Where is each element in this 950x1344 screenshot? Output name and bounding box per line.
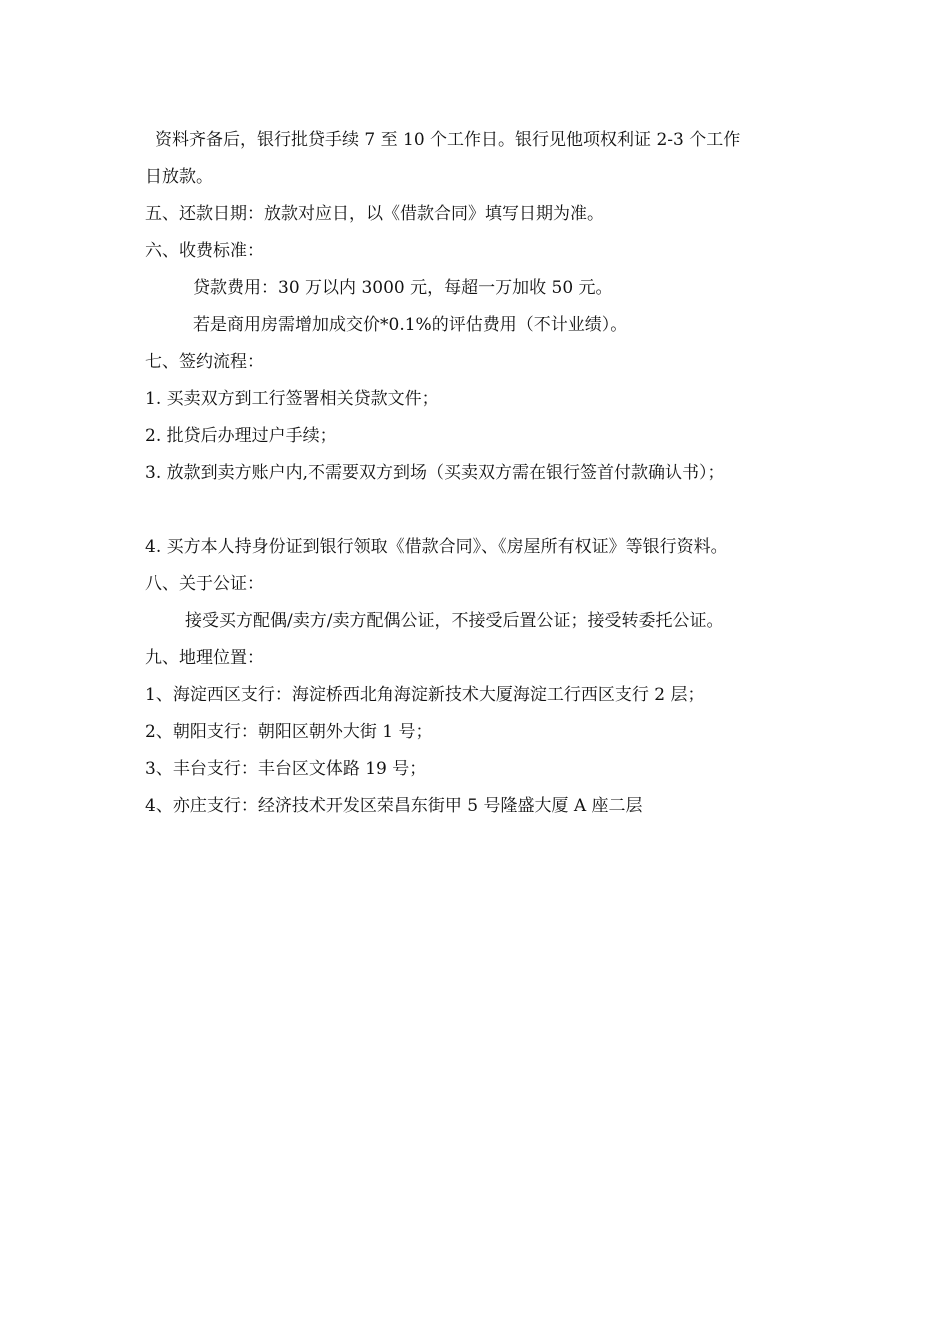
location-yizhuang: 4、亦庄支行：经济技术开发区荣昌东街甲 5 号隆盛大厦 A 座二层 — [145, 796, 643, 816]
section-fee-standard-heading: 六、收费标准： — [145, 241, 264, 261]
notarization-text: 接受买方配偶/卖方/卖方配偶公证，不接受后置公证；接受转委托公证。 — [185, 611, 724, 631]
fee-commercial-item: 若是商用房需增加成交价*0.1%的评估费用（不计业绩）。 — [193, 315, 628, 335]
signing-step-1: 1. 买卖双方到工行签署相关贷款文件； — [145, 389, 439, 409]
document-body — [145, 122, 820, 825]
location-fengtai: 3、丰台支行：丰台区文体路 19 号； — [145, 759, 427, 779]
fee-loan-item: 贷款费用：30 万以内 3000 元，每超一万加收 50 元。 — [193, 278, 613, 298]
section-repayment-date: 五、还款日期：放款对应日，以《借款合同》填写日期为准。 — [145, 204, 604, 224]
section-signing-process-heading: 七、签约流程： — [145, 352, 264, 372]
location-chaoyang: 2、朝阳支行：朝阳区朝外大街 1 号； — [145, 722, 433, 742]
section-location-heading: 九、地理位置： — [145, 648, 264, 668]
signing-step-3: 3. 放款到卖方账户内,不需要双方到场（买卖双方需在银行签首付款确认书）； — [145, 463, 725, 483]
paragraph-approval-timeline-cont: 日放款。 — [145, 167, 213, 187]
signing-step-2: 2. 批贷后办理过户手续； — [145, 426, 337, 446]
section-notarization-heading: 八、关于公证： — [145, 574, 264, 594]
blank-line — [145, 492, 820, 529]
signing-step-4: 4. 买方本人持身份证到银行领取《借款合同》、《房屋所有权证》等银行资料。 — [145, 537, 728, 557]
paragraph-approval-timeline: 资料齐备后，银行批贷手续 7 至 10 个工作日。银行见他项权利证 2-3 个工作 — [155, 130, 741, 150]
location-haidian: 1、海淀西区支行：海淀桥西北角海淀新技术大厦海淀工行西区支行 2 层； — [145, 685, 705, 705]
